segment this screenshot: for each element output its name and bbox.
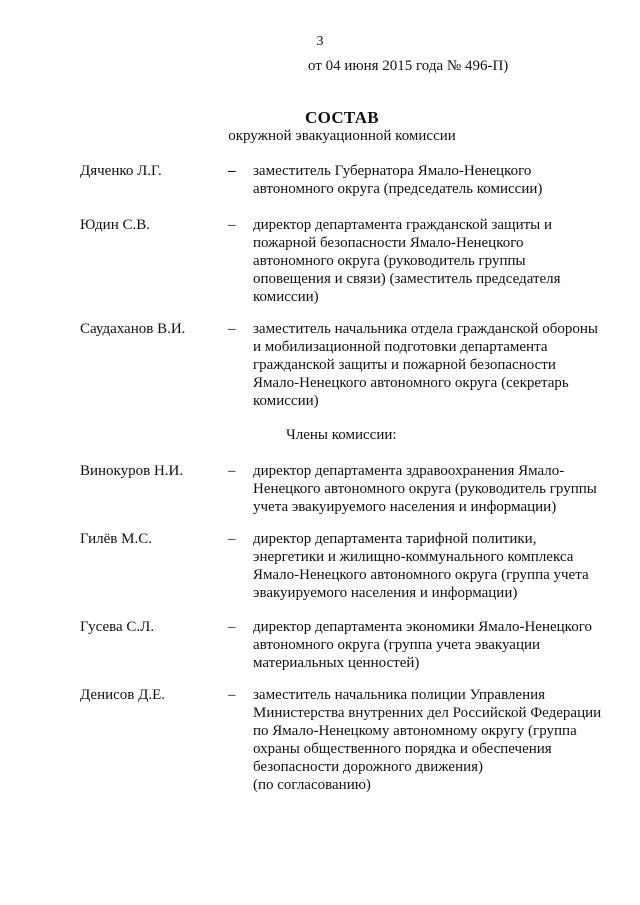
role-line: охраны общественного порядка и обеспечения: [253, 741, 552, 757]
role-line: Министерства внутренних дел Российской Федерации: [253, 705, 602, 721]
member-role: [253, 320, 613, 410]
role-line: гражданской защиты и пожарной безопасности: [253, 357, 556, 373]
members-heading: Члены комиссии:: [286, 427, 397, 443]
role-line: учета эвакуируемого населения и информации): [253, 499, 557, 515]
member-name: Винокуров Н.И.: [80, 463, 184, 479]
member-role: [253, 216, 613, 306]
role-line: энергетики и жилищно-коммунального комплекса: [253, 549, 574, 565]
document-title: СОСТАВ: [305, 108, 379, 127]
member-role: [253, 162, 613, 198]
role-line: автономного округа (руководитель группы: [253, 253, 526, 269]
document-reference: от 04 июня 2015 года № 496-П): [308, 58, 509, 74]
dash-separator: –: [228, 687, 236, 703]
dash-separator: –: [228, 463, 236, 479]
member-name: Денисов Д.Е.: [80, 687, 166, 703]
role-line: материальных ценностей): [253, 655, 420, 671]
member-name: Гусева С.Л.: [80, 619, 155, 635]
role-line: пожарной безопасности Ямало-Ненецкого: [253, 235, 524, 251]
dash-separator: –: [228, 531, 236, 547]
member-name: Дяченко Л.Г.: [80, 163, 162, 179]
role-line: автономного округа (председатель комиссии): [253, 181, 543, 197]
role-line: комиссии): [253, 393, 319, 409]
role-line: безопасности дорожного движения): [253, 759, 484, 775]
role-line: директор департамента экономики Ямало-Ненецкого: [253, 619, 592, 635]
role-line: оповещения и связи) (заместитель председателя: [253, 271, 561, 287]
role-line: заместитель Губернатора Ямало-Ненецкого: [253, 163, 532, 179]
document-subtitle: окружной эвакуационной комиссии: [228, 128, 456, 144]
role-line: автономного округа (группа учета эвакуации: [253, 637, 541, 653]
member-role: [253, 530, 613, 602]
role-line: Ямало-Ненецкого автономного округа (секретарь: [253, 375, 569, 391]
dash-separator: –: [228, 217, 236, 233]
page-number: 3: [316, 34, 324, 49]
role-line: эвакуируемого населения и информации): [253, 585, 518, 601]
dash-separator: –: [228, 619, 236, 635]
member-role: [253, 462, 613, 516]
dash-separator: –: [228, 321, 236, 337]
dash-separator: –: [228, 163, 236, 179]
member-name: Гилёв М.С.: [80, 531, 152, 547]
role-line: по Ямало-Ненецкому автономному округу (группа: [253, 723, 577, 739]
role-line: заместитель начальника полиции Управления: [253, 687, 546, 703]
role-line: директор департамента гражданской защиты и: [253, 217, 553, 233]
member-name: Саудаханов В.И.: [80, 321, 186, 337]
role-line: и мобилизационной подготовки департамента: [253, 339, 548, 355]
member-role: [253, 686, 613, 794]
role-line: директор департамента здравоохранения Ямало-: [253, 463, 565, 479]
role-line: (по согласованию): [253, 777, 371, 793]
role-line: Ненецкого автономного округа (руководитель группы: [253, 481, 597, 497]
role-line: Ямало-Ненецкого автономного округа (группа учета: [253, 567, 589, 583]
member-role: [253, 618, 613, 672]
role-line: заместитель начальника отдела гражданской обороны: [253, 321, 598, 337]
member-name: Юдин С.В.: [80, 217, 150, 233]
role-line: комиссии): [253, 289, 319, 305]
role-line: директор департамента тарифной политики,: [253, 531, 537, 547]
